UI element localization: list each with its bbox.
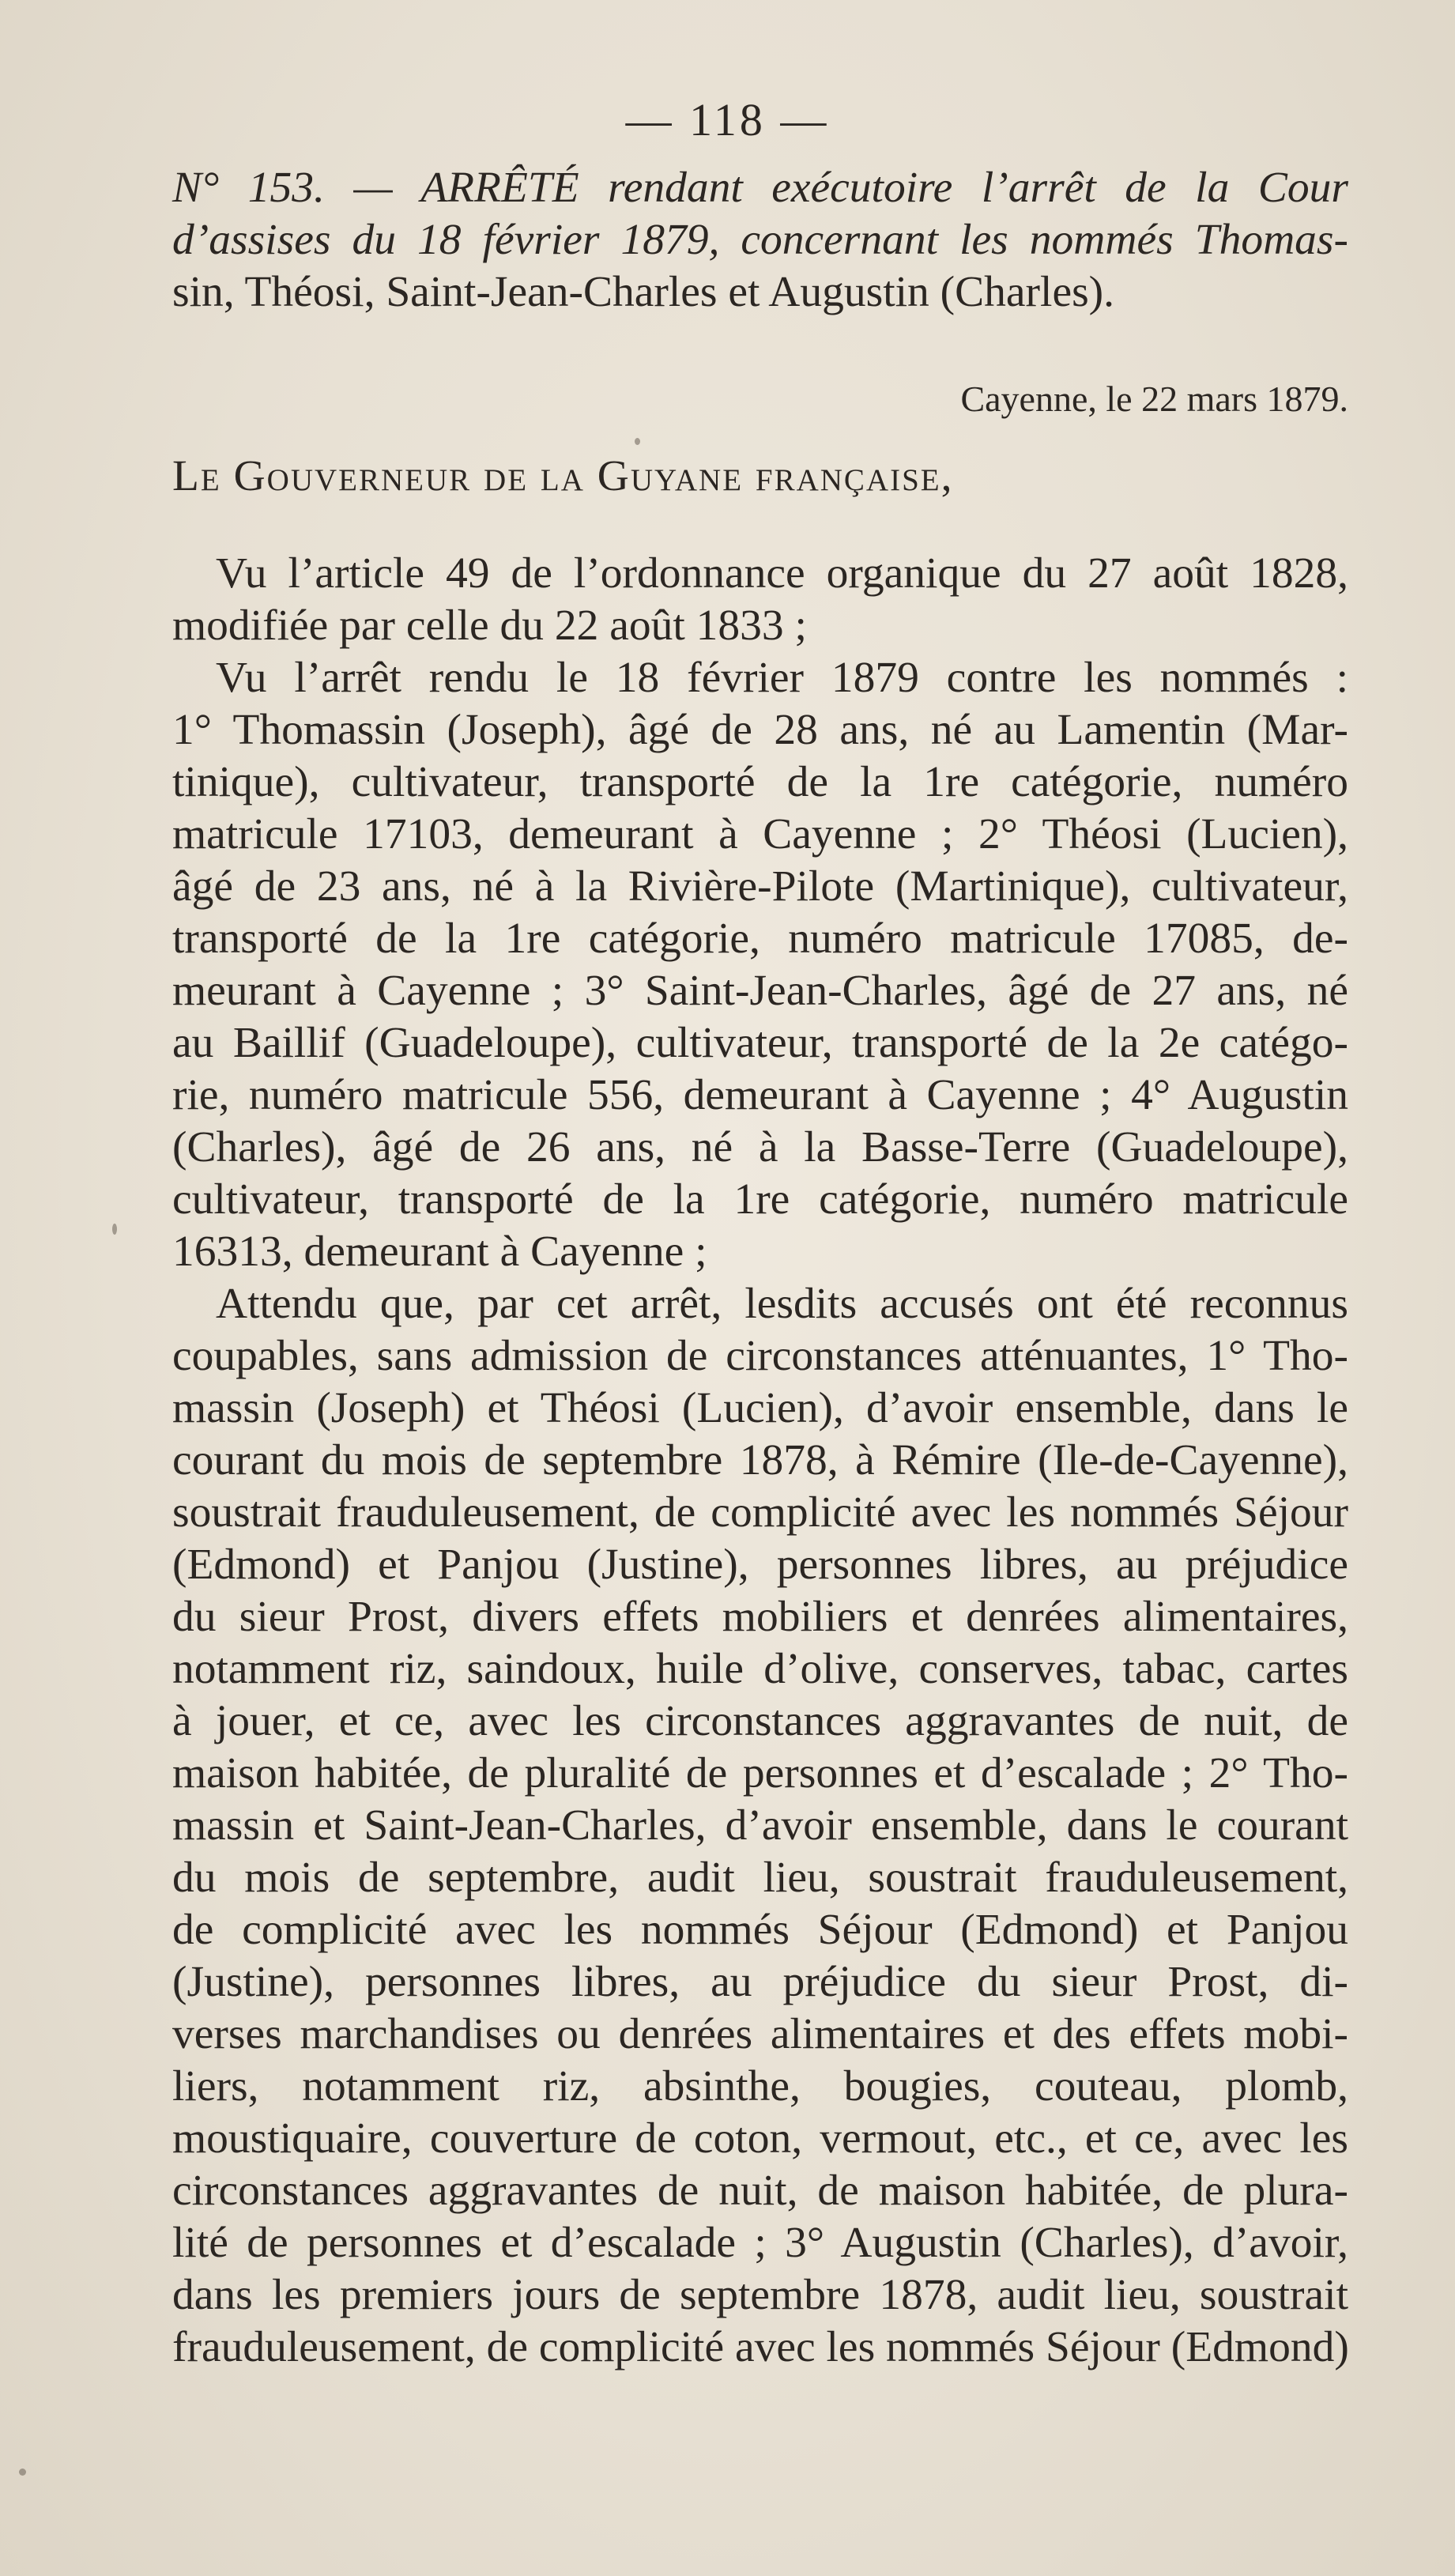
title-line: sin, Théosi, Saint-Jean-Charles et Augustin (Charles).: [172, 268, 1115, 316]
body-line: massin (Joseph) et Théosi (Lucien), d’avoir ensemble, dans le: [172, 1384, 1348, 1432]
body-line: courant du mois de septembre 1878, à Rémire (Ile-de-Cayenne),: [172, 1436, 1348, 1484]
body-line: maison habitée, de pluralité de personnes et d’escalade ; 2° Tho-: [172, 1749, 1348, 1797]
body-line: liers, notamment riz, absinthe, bougies, couteau, plomb,: [172, 2062, 1348, 2110]
body-line: moustiquaire, couverture de coton, vermout, etc., et ce, avec les: [172, 2114, 1348, 2163]
paper-speck: [112, 1224, 117, 1235]
body-line: verses marchandises ou denrées alimentaires et des effets mobi-: [172, 2010, 1348, 2058]
body-line: (Charles), âgé de 26 ans, né à la Basse-Terre (Guadeloupe),: [172, 1123, 1348, 1171]
body-line: de complicité avec les nommés Séjour (Edmond) et Panjou: [172, 1906, 1348, 1954]
body-line: matricule 17103, demeurant à Cayenne ; 2° Théosi (Lucien),: [172, 810, 1348, 858]
body-line: frauduleusement, de complicité avec les nommés Séjour (Edmond): [172, 2323, 1349, 2371]
body-line: à jouer, et ce, avec les circonstances aggravantes de nuit, de: [172, 1697, 1348, 1745]
body-line: dans les premiers jours de septembre 1878, audit lieu, soustrait: [172, 2271, 1348, 2319]
body-line: 16313, demeurant à Cayenne ;: [172, 1228, 707, 1276]
body-line: coupables, sans admission de circonstances atténuantes, 1° Tho-: [172, 1332, 1348, 1380]
body-line: âgé de 23 ans, né à la Rivière-Pilote (Martinique), cultivateur,: [172, 862, 1348, 911]
body-line: au Baillif (Guadeloupe), cultivateur, transporté de la 2e catégo-: [172, 1019, 1348, 1067]
decree-body: [172, 548, 1348, 2374]
body-line: transporté de la 1re catégorie, numéro matricule 17085, de-: [172, 915, 1348, 963]
place-date-line: Cayenne, le 22 mars 1879.: [960, 379, 1348, 419]
decree-title: [172, 162, 1348, 319]
body-line: tinique), cultivateur, transporté de la 1re catégorie, numéro: [172, 758, 1348, 806]
page-number: — 118 —: [625, 94, 830, 145]
body-line: lité de personnes et d’escalade ; 3° Augustin (Charles), d’avoir,: [172, 2219, 1348, 2267]
body-line: meurant à Cayenne ; 3° Saint-Jean-Charles, âgé de 27 ans, né: [172, 967, 1348, 1015]
body-line: notamment riz, saindoux, huile d’olive, conserves, tabac, cartes: [172, 1645, 1348, 1693]
body-line: modifiée par celle du 22 août 1833 ;: [172, 602, 807, 650]
body-line: 1° Thomassin (Joseph), âgé de 28 ans, né au Lamentin (Mar-: [172, 706, 1348, 754]
body-line: circonstances aggravantes de nuit, de maison habitée, de plura-: [172, 2167, 1348, 2215]
governor-heading: Le Gouverneur de la Guyane française,: [172, 452, 954, 500]
body-line: Vu l’arrêt rendu le 18 février 1879 contre les nommés :: [216, 654, 1348, 702]
governor-heading-block: [172, 451, 1348, 503]
body-line: Vu l’article 49 de l’ordonnance organique du 27 août 1828,: [216, 549, 1348, 598]
body-line: soustrait frauduleusement, de complicité avec les nommés Séjour: [172, 1488, 1348, 1537]
title-line: N° 153. — ARRÊTÉ rendant exécutoire l’arrêt de la Cour: [172, 164, 1348, 212]
body-line: (Edmond) et Panjou (Justine), personnes libres, au préjudice: [172, 1541, 1348, 1589]
body-line: massin et Saint-Jean-Charles, d’avoir ensemble, dans le courant: [172, 1801, 1348, 1850]
body-line: du mois de septembre, audit lieu, soustrait frauduleusement,: [172, 1854, 1348, 1902]
body-line: rie, numéro matricule 556, demeurant à Cayenne ; 4° Augustin: [172, 1071, 1348, 1119]
body-line: Attendu que, par cet arrêt, lesdits accusés ont été reconnus: [216, 1280, 1348, 1328]
paper-speck: [19, 2469, 26, 2476]
body-line: du sieur Prost, divers effets mobiliers et denrées alimentaires,: [172, 1593, 1348, 1641]
title-line: d’assises du 18 février 1879, concernant les nommés Thomas-: [172, 216, 1348, 264]
paper-speck: [635, 438, 640, 445]
body-line: (Justine), personnes libres, au préjudice du sieur Prost, di-: [172, 1958, 1348, 2006]
body-line: cultivateur, transporté de la 1re catégorie, numéro matricule: [172, 1175, 1348, 1224]
